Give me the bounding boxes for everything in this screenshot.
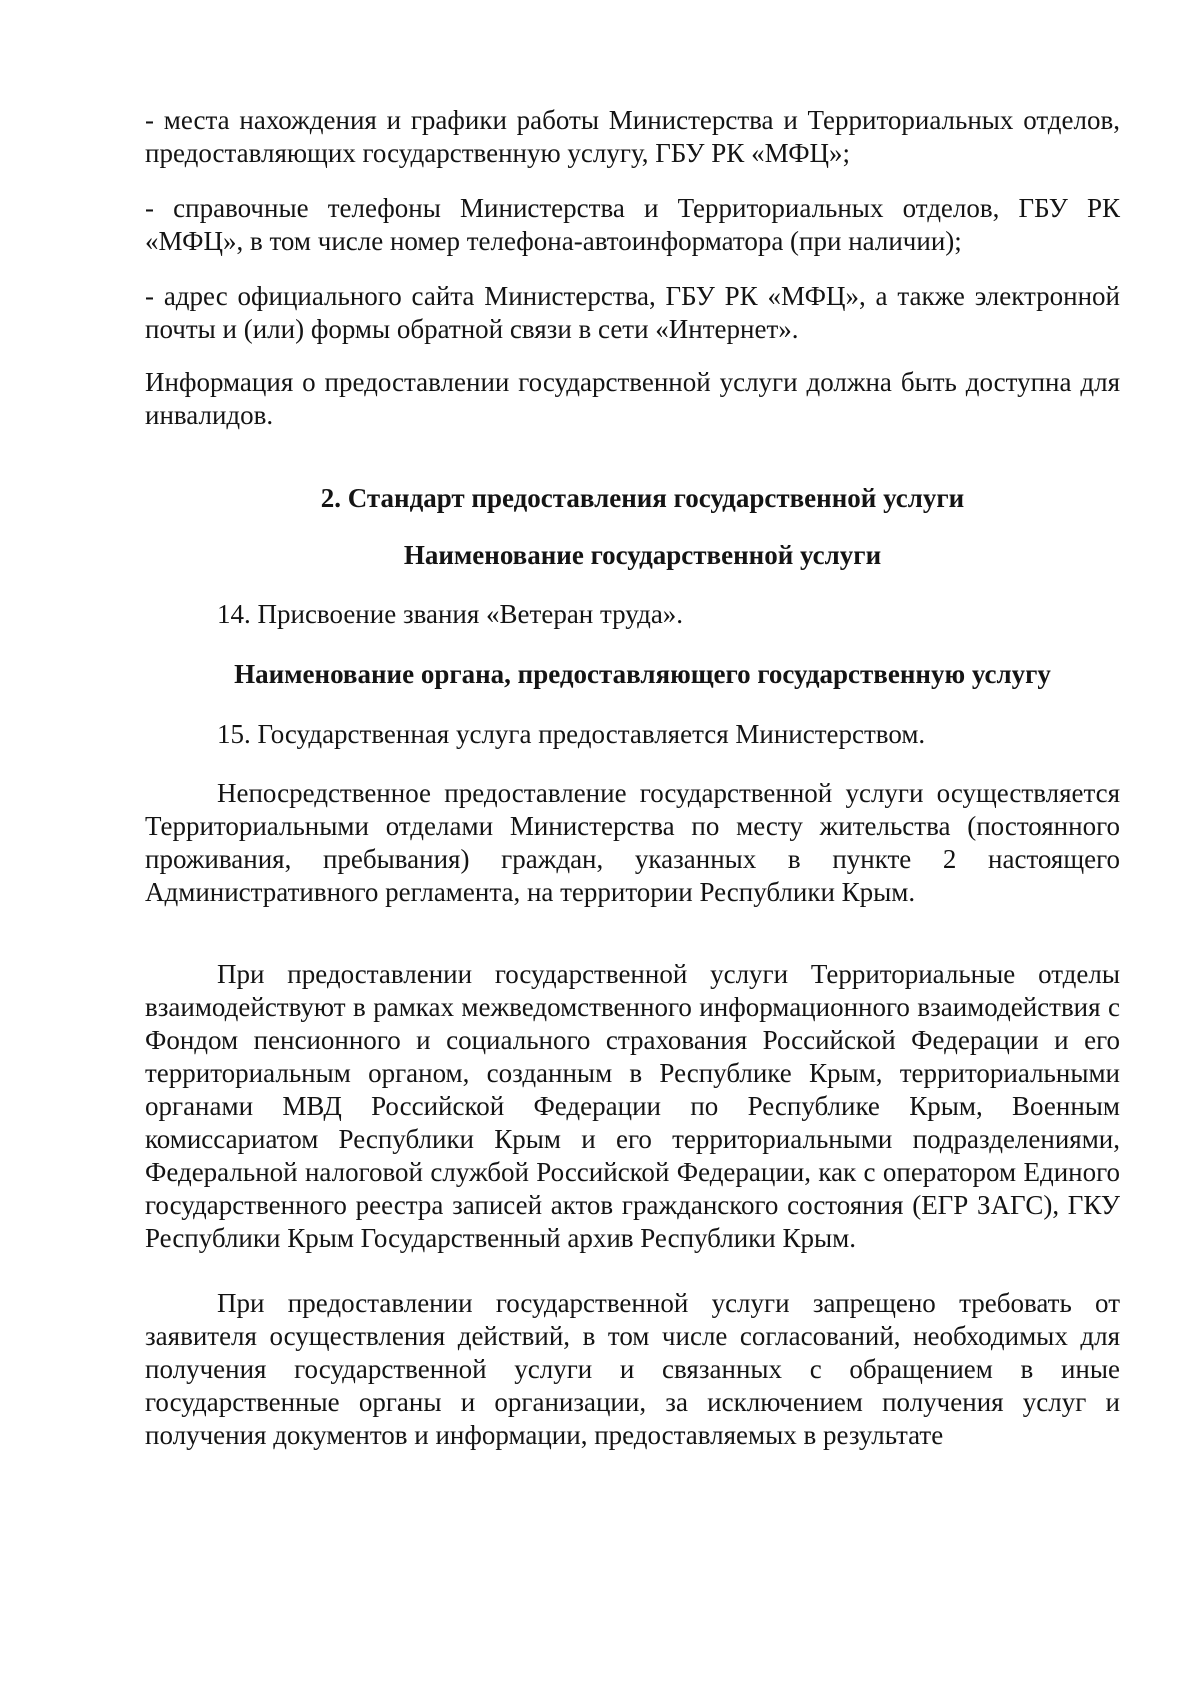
subheading-authority: Наименование органа, предоставляющего государственную услугу xyxy=(234,659,1051,689)
bullet-locations: - места нахождения и графики работы Министерства и Территориальных отделов, предоставляющих государственную услугу, ГБУ РК «МФЦ»; xyxy=(145,105,1120,168)
bullet-phones: - справочные телефоны Министерства и Территориальных отделов, ГБУ РК «МФЦ», в том числе номер телефона-автоинформатора (при наличии); xyxy=(145,193,1120,256)
bullet-website: - адрес официального сайта Министерства, ГБУ РК «МФЦ», а также электронной почты и (или) формы обратной связи в сети «Интернет». xyxy=(145,281,1120,344)
item-14: 14. Присвоение звания «Ветеран труда». xyxy=(217,599,684,629)
paragraph-prohibited: При предоставлении государственной услуги запрещено требовать от заявителя осуществления действий, в том числе согласований, необходимых для получения государственной услуги и связанных с обращением в иные государственные органы и организации, за исключением получения услуг и получения документов и информации, предоставляемых в результате xyxy=(145,1288,1120,1450)
item-15: 15. Государственная услуга предоставляется Министерством. xyxy=(217,719,926,749)
paragraph-direct-provision: Непосредственное предоставление государственной услуги осуществляется Территориальными отделами Министерства по месту жительства (постоянного проживания, пребывания) граждан, указанных в пункте 2 настоящего Административного регламента, на территории Республики Крым. xyxy=(145,778,1120,907)
accessibility-paragraph: Информация о предоставлении государственной услуги должна быть доступна для инвалидов. xyxy=(145,367,1120,430)
paragraph-interaction: При предоставлении государственной услуги Территориальные отделы взаимодействуют в рамках межведомственного информационного взаимодействия с Фондом пенсионного и социального страхования Российской Федерации и его территориальным органом, созданным в Республике Крым, территориальными органами МВД Российской Федерации по Республике Крым, Военным комиссариатом Республики Крым и его территориальными подразделениями, Федеральной налоговой службой Российской Федерации, как с оператором Единого государственного реестра записей актов гражданского состояния (ЕГР ЗАГС), ГКУ Республики Крым Государственный архив Республики Крым. xyxy=(145,959,1120,1253)
section-title: 2. Стандарт предоставления государственной услуги xyxy=(320,483,965,513)
subheading-service-name: Наименование государственной услуги xyxy=(403,540,882,570)
